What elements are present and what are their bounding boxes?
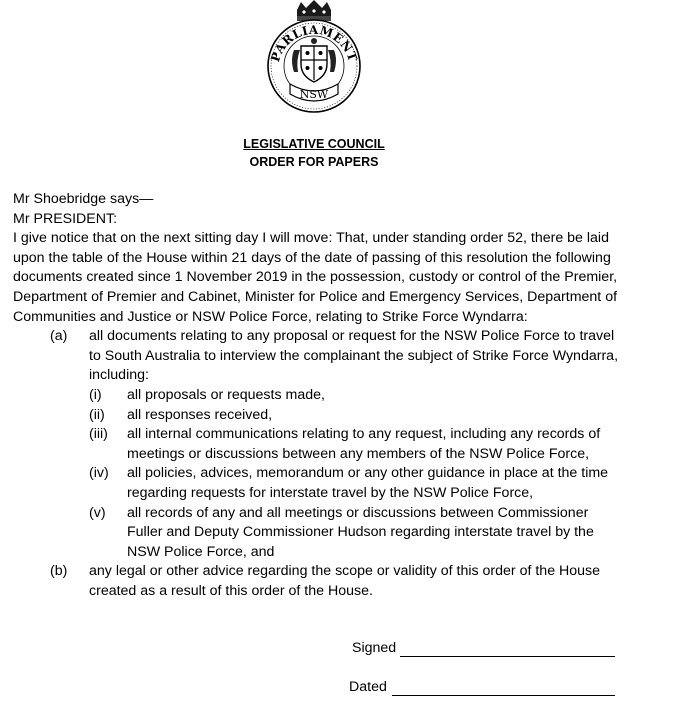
sub-item-text: all proposals or requests made, <box>127 386 325 403</box>
sub-item-iv <box>13 464 623 503</box>
sub-item-text: all policies, advices, memorandum or any other guidance in place at the time regarding requests for interstate travel by the NSW Police Force, <box>127 465 609 501</box>
signed-line[interactable] <box>400 656 615 657</box>
sub-marker: (i) <box>89 386 102 403</box>
document-subtitle: ORDER FOR PAPERS <box>249 155 379 169</box>
speaker-line: Mr Shoebridge says— <box>13 191 154 207</box>
sub-item-text: all internal communications relating to any request, including any records of meetings or discussions between any members of the NSW Police Force, <box>127 426 601 462</box>
sub-item-text: all records of any and all meetings or discussions between Commissioner Fuller and Deputy Commissioner Hudson regarding interstate travel by the NSW Police Force, and <box>127 504 594 560</box>
sub-marker: (iii) <box>89 426 108 443</box>
crown-icon <box>297 0 331 21</box>
list-item-a <box>13 327 623 386</box>
notice-body <box>13 190 623 601</box>
list-marker: (b) <box>50 563 68 580</box>
dated-label: Dated <box>349 679 387 695</box>
parliament-nsw-crest-icon <box>264 0 364 118</box>
sub-marker: (ii) <box>89 406 105 423</box>
notice-paragraph: I give notice that on the next sitting day I will move: That, under standing order 52, there be laid upon the table of the House within 21 days of the date of passing of this resolution the following documents created since 1 November 2019 in the possession, custody or control of the Premier, Department of Premier and Cabinet, Minister for Police and Emergency Services, Department of Communities and Justice or NSW Police Force, relating to Strike Force Wyndarra: <box>13 230 618 325</box>
sub-item-ii <box>13 406 623 426</box>
sub-marker: (iv) <box>89 465 109 482</box>
dated-line[interactable] <box>392 695 615 696</box>
crest-arc-text: PARLIAMENT <box>268 22 360 64</box>
signed-label: Signed <box>352 640 397 656</box>
address-line: Mr PRESIDENT: <box>13 210 118 227</box>
sub-marker: (v) <box>89 504 106 521</box>
list-item-text: any legal or other advice regarding the scope or validity of this order of the House created as a result of this order of the House. <box>89 563 601 599</box>
crest-state-text: NSW <box>299 88 329 101</box>
sub-item-v <box>13 504 623 563</box>
list-marker: (a) <box>50 328 68 345</box>
sub-item-iii <box>13 425 623 464</box>
sub-item-i <box>13 386 623 406</box>
list-item-b <box>13 562 623 601</box>
sub-item-text: all responses received, <box>127 406 273 423</box>
list-item-text: all documents relating to any proposal or request for the NSW Police Force to travel to South Australia to interview the complainant the subject of Strike Force Wyndarra, including: <box>89 328 619 384</box>
document-title: LEGISLATIVE COUNCIL <box>243 137 385 151</box>
